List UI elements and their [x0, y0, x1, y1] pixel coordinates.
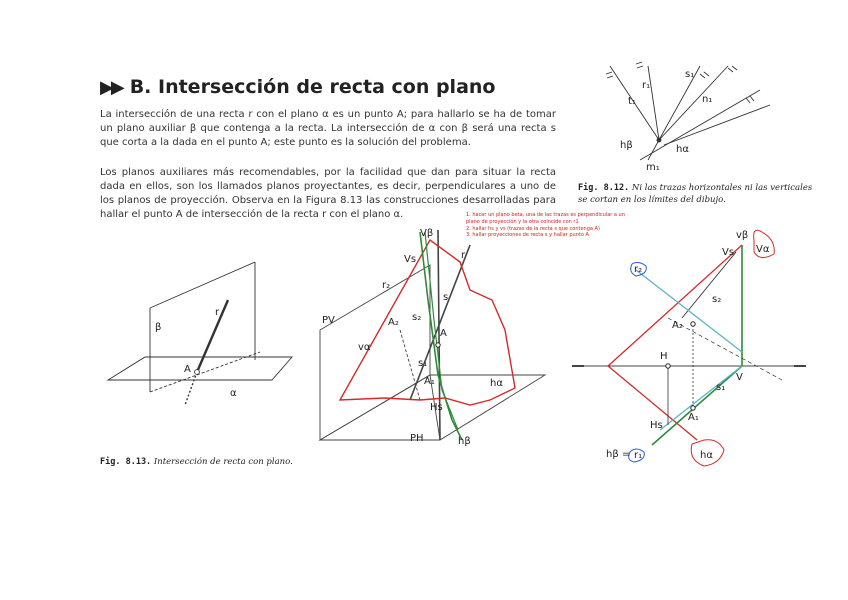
point-A — [436, 343, 440, 347]
point-H — [666, 364, 670, 368]
label-hs: Hs — [650, 420, 663, 431]
note-line: plano de proyección y la otra coincide con r1 — [466, 218, 579, 225]
line-hb — [648, 140, 659, 160]
label-A: A — [440, 328, 447, 339]
point-A — [195, 370, 200, 375]
label-hb: hβ = — [606, 449, 631, 460]
label-r: r — [461, 250, 466, 261]
plane-beta-green — [420, 232, 462, 440]
trace-h-beta — [652, 366, 742, 445]
note-line: 2. hallar hs y vs (trazas de la recta s que contenga A) — [466, 225, 600, 232]
line-r2 — [636, 270, 742, 352]
label-hs: Hs — [430, 402, 443, 413]
fig-8-12-text: Ni las trazas horizontales ni las verticales se cortan en los límites del dibujo. — [578, 183, 813, 205]
label-a2: A₂ — [672, 320, 683, 331]
plane-alpha — [108, 357, 292, 380]
fig-8-13-center-diagram — [320, 230, 545, 440]
label-ha: hα — [676, 144, 689, 155]
label-s1: s₁ — [685, 69, 695, 80]
label-a2: A₂ — [388, 317, 399, 328]
line-r-hidden — [185, 372, 197, 405]
label-s2: s₂ — [712, 294, 722, 305]
point-A1 — [691, 406, 695, 410]
line-r — [410, 245, 470, 400]
fig-8-13-text: Intersección de recta con plano. — [153, 457, 293, 467]
fig-8-13-number: Fig. 8.13. — [100, 457, 152, 467]
circle-r2 — [631, 262, 647, 276]
circle-va — [754, 230, 775, 257]
label-s1: s₁ — [716, 382, 726, 393]
line-r1 — [660, 366, 742, 430]
label-a1: A₁ — [424, 376, 435, 387]
dashed-helper — [668, 318, 782, 380]
line-n1-b — [640, 90, 760, 160]
label-t1: t₁ — [628, 96, 636, 107]
point-A2 — [691, 322, 695, 326]
label-ha: hα — [490, 378, 503, 389]
label-va: vα — [358, 342, 371, 353]
double-arrow-icon: ▶▶ — [100, 77, 122, 98]
label-n1: n₁ — [702, 94, 713, 105]
label-hb: hβ — [620, 140, 633, 151]
projector — [400, 330, 420, 400]
label-a1: A₁ — [688, 412, 699, 423]
label-beta: β — [155, 322, 162, 333]
point-m1 — [657, 138, 661, 142]
label-s1: s₁ — [418, 358, 428, 369]
line-n1-a — [659, 66, 728, 140]
label-r1: r₁ — [634, 450, 643, 461]
trace-green — [425, 232, 458, 430]
circle-ha — [691, 440, 724, 466]
line-r-solid — [197, 300, 228, 372]
label-s: s — [443, 292, 449, 303]
label-r2: r₂ — [634, 264, 643, 275]
section-heading — [100, 76, 495, 98]
label-r1: r₁ — [642, 80, 651, 91]
fig-8-12-caption — [578, 182, 818, 206]
line-ground — [430, 375, 440, 440]
label-s2: s₂ — [412, 312, 422, 323]
label-pv: PV — [322, 315, 335, 326]
label-vs: Vs — [722, 247, 735, 258]
line-ha — [664, 105, 770, 145]
paragraph-1: La intersección de una recta r con el plano α es un punto A; para hallarlo se ha de tomar un plano auxiliar β que contenga a la recta. La intersección de α con β será una recta s que corta a la dada en el punto A; este punto es la solución del problema. — [100, 109, 556, 148]
handwritten-notes — [466, 212, 656, 239]
label-r: r — [215, 307, 220, 318]
label-hb: hβ — [458, 436, 471, 447]
trace-v-alpha — [608, 245, 742, 366]
fig-8-13-caption — [100, 456, 293, 468]
label-r2: r₂ — [382, 280, 391, 291]
section-title: B. Intersección de recta con plano — [129, 76, 496, 98]
line-s — [438, 230, 440, 440]
line-s1 — [659, 66, 700, 140]
tick-marks — [606, 62, 754, 103]
note-line: 3. hallar proyecciones de recta s y hallar punto A — [466, 232, 589, 239]
line-s2 — [682, 252, 736, 318]
plane-alpha-red — [340, 240, 515, 405]
note-line: 1. hacer un plano beta, una de las trazas es perpendicular a un — [466, 212, 625, 218]
label-vb: Vβ — [420, 228, 434, 239]
label-va: Vα — [756, 244, 770, 255]
label-ph: PH — [410, 433, 424, 444]
plane-PH — [320, 375, 545, 440]
plane-beta-top — [150, 262, 255, 308]
trace-h-alpha — [608, 366, 697, 440]
label-vb: vβ — [736, 230, 749, 241]
label-alpha: α — [230, 388, 237, 399]
fig-8-13-right-diagram — [572, 230, 806, 466]
label-V: V — [736, 372, 743, 383]
label-m1: m₁ — [646, 162, 660, 173]
label-vs: Vs — [404, 254, 417, 265]
line-r1 — [648, 66, 659, 140]
circle-r1 — [629, 449, 645, 462]
fig-8-12-number: Fig. 8.12. — [578, 183, 630, 193]
plane-beta-trace — [150, 352, 260, 392]
fig-8-12-diagram — [606, 62, 770, 160]
label-H: H — [660, 351, 668, 362]
line-t1 — [610, 66, 659, 140]
label-ha: hα — [700, 450, 713, 461]
plane-PV — [320, 265, 430, 440]
fig-8-13-left-diagram — [108, 262, 292, 405]
paragraph-2: Los planos auxiliares más recomendables, por la facilidad que dan para situar la recta dada en ellos, son los llamados planos proyectantes, es decir, perpendiculares a uno de los planos de proyección. Observa en la Figura 8.13 las construcciones desarrolladas para hallar el punto A de intersección de la recta r con el plano α. — [100, 167, 556, 220]
label-A: A — [184, 364, 191, 375]
